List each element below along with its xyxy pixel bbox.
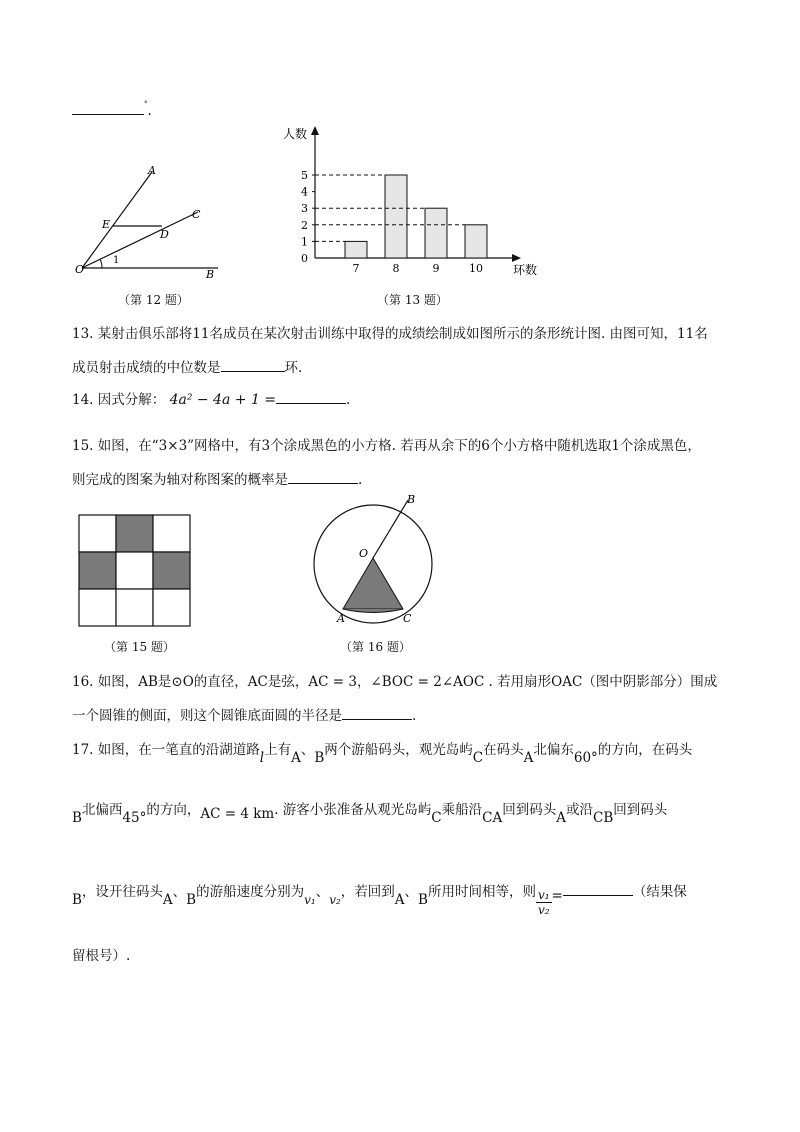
q16-line1: 16. 如图，AB是⊙O的直径，AC是弦，AC = 3，∠BOC = 2∠AOC . 若用扇形OAC（图中阴影部分）围成 [72, 674, 718, 690]
y-tick-label: 4 [301, 185, 308, 199]
radius-ob [373, 500, 408, 558]
x-tick-label: 8 [392, 262, 400, 275]
bar-7 [345, 241, 367, 258]
caption-16: （第 16 题） [340, 640, 411, 654]
previous-question-tail: °. [72, 100, 152, 119]
label-c: C [403, 612, 412, 625]
caption-12: （第 12 题） [118, 293, 189, 307]
q17-line1: 17. 如图，在一笔直的沿湖道路l上有A、B两个游船码头，观光岛屿C在码头A北偏东60°的方向，在码头 [72, 742, 693, 766]
caption-13: （第 13 题） [377, 293, 448, 307]
sector-oac [343, 558, 403, 609]
y-tick-label: 3 [301, 202, 308, 216]
q15-line1: 15. 如图，在“3×3”网格中，有3个涂成黑色的小方格. 若再从余下的6个小方格中随机选取1个涂成黑色， [72, 438, 701, 454]
q13-answer-blank [221, 357, 285, 372]
bar-9 [425, 208, 447, 258]
grid-cell-empty [116, 589, 153, 626]
x-tick-label: 9 [432, 262, 440, 275]
q13-line1: 13. 某射击俱乐部将11名成员在某次射击训练中取得的成绩绘制成如图所示的条形统计图. 由图可知，11名 [72, 326, 708, 342]
y-axis-label: 人数 [283, 127, 308, 141]
grid-cell-empty [153, 589, 190, 626]
bar-10 [465, 225, 487, 258]
q14-answer-blank [276, 389, 346, 404]
label-d: D [160, 228, 169, 241]
ray-oc [82, 212, 198, 268]
q14-expression: 4a² − 4a + 1 = [169, 392, 277, 408]
figure-15-grid [78, 514, 192, 628]
label-a: A [148, 164, 156, 177]
y-tick-label: 5 [301, 169, 308, 182]
q16-answer-blank [342, 705, 412, 720]
grid-cell-empty [79, 515, 116, 552]
grid-cell-shaded [116, 515, 153, 552]
label-angle-1: 1 [113, 255, 120, 266]
label-o: O [359, 547, 369, 560]
caption-15: （第 15 题） [104, 640, 175, 654]
q17-answer-blank [563, 881, 633, 896]
ray-oa [82, 172, 152, 268]
x-tick-label: 10 [469, 262, 483, 275]
velocity-ratio-fraction: $\frac{\text{v₁}}{\text{v₂}}$ [537, 888, 550, 917]
y-tick-label: 0 [301, 252, 308, 265]
x-axis-arrow [512, 254, 521, 262]
answer-blank [72, 100, 144, 115]
figure-16 [300, 488, 450, 633]
bar-8 [385, 175, 407, 258]
q13-line2: 成员射击成绩的中位数是 环. [72, 356, 302, 376]
grid-cell-empty [79, 589, 116, 626]
grid-cell-empty [153, 515, 190, 552]
label-e: E [102, 218, 111, 231]
angle-1-arc [100, 259, 102, 268]
x-axis-label: 环数 [513, 263, 538, 277]
label-b: B [206, 268, 215, 280]
x-tick-label: 7 [352, 262, 360, 275]
figure-13-bar-chart [275, 122, 550, 282]
q17-line3: B，设开往码头A、B的游船速度分别为v₁、v₂，若回到A、B所用时间相等，则 $\frac{\text{v₁}}{\text{v₂}}$ = （结果保 [72, 878, 687, 922]
q14: 14. 因式分解： 4a² − 4a + 1 = . [72, 388, 350, 408]
q15-answer-blank [288, 469, 358, 484]
y-axis-arrow [311, 126, 319, 135]
grid-cell-shaded [153, 552, 190, 589]
q15-line2: 则完成的图案为轴对称图案的概率是 . [72, 468, 362, 488]
label-a: A [337, 612, 345, 625]
y-tick-label: 1 [301, 235, 308, 249]
label-c: C [192, 208, 201, 221]
q16-line2: 一个圆锥的侧面，则这个圆锥底面圆的半径是 . [72, 704, 416, 724]
q17-line2: B北偏西45°的方向，AC = 4 km. 游客小张准备从观光岛屿C乘船沿CA回到码头A或沿CB回到码头 [72, 802, 668, 826]
grid-cell-empty [116, 552, 153, 589]
label-b: B [407, 493, 416, 506]
label-o: O [75, 263, 85, 276]
grid-cell-shaded [79, 552, 116, 589]
q17-line4: 留根号）. [72, 948, 131, 964]
sector-arc [343, 609, 403, 613]
figure-12 [70, 160, 230, 280]
y-tick-label: 2 [301, 218, 308, 232]
